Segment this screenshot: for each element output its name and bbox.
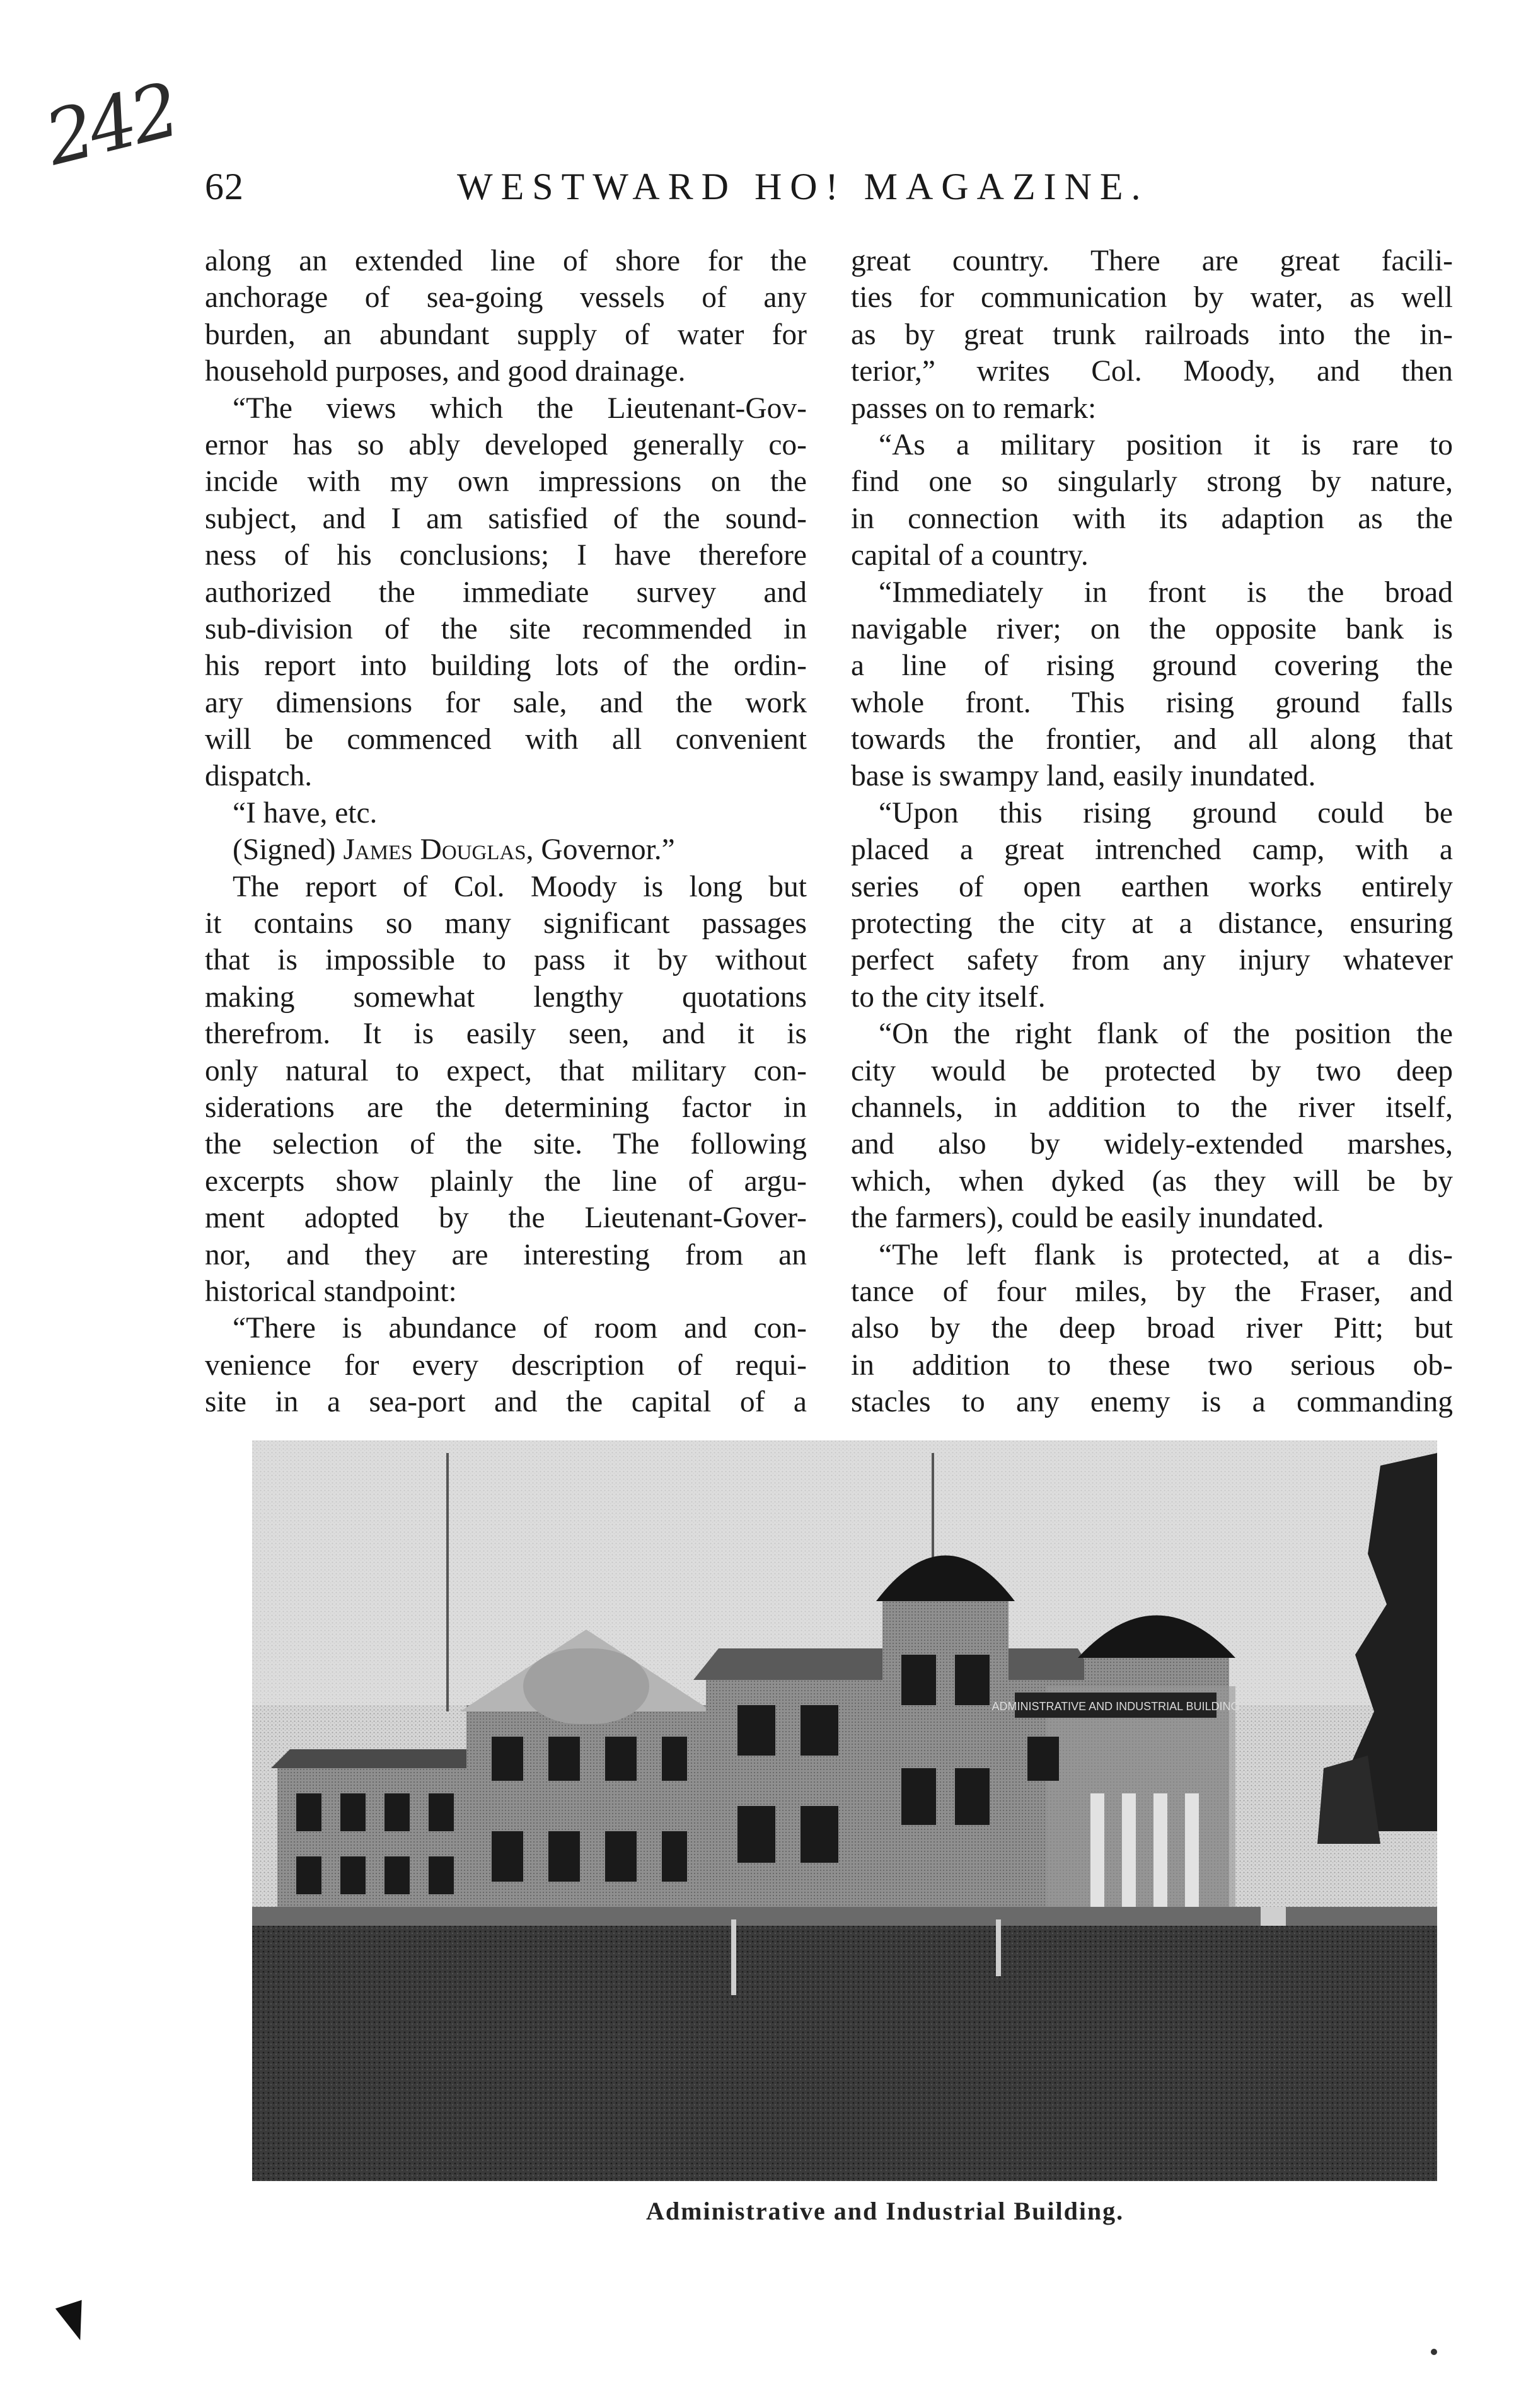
left-column-line: venience for every description of requi- (205, 1348, 807, 1382)
right-column-line: the farmers), could be easily inundated. (851, 1201, 1324, 1235)
right-column-line: towards the frontier, and all along that (851, 723, 1453, 756)
right-column-line: perfect safety from any injury whatever (851, 944, 1453, 977)
left-column-line: site in a sea-port and the capital of a (205, 1386, 807, 1419)
figure-caption: Administrative and Industrial Building. (646, 2197, 1124, 2225)
left-column-line: ment adopted by the Lieutenant-Gover- (205, 1201, 807, 1235)
right-column-line: navigable river; on the opposite bank is (851, 612, 1453, 645)
building-photograph (252, 1440, 1437, 2181)
right-column-line: passes on to remark: (851, 391, 1097, 425)
left-column-line: ness of his conclusions; I have therefore (205, 539, 807, 572)
right-column-line: and also by widely-extended marshes, (851, 1128, 1453, 1161)
left-column-line: household purposes, and good drainage. (205, 355, 686, 388)
right-column-line: “As a military position it is rare to (879, 428, 1453, 461)
right-column-line: as by great trunk railroads into the in- (851, 318, 1453, 351)
right-column-line: whole front. This rising ground falls (851, 686, 1453, 719)
right-column-line: which, when dyked (as they will be by (851, 1164, 1453, 1198)
right-column-line: base is swampy land, easily inundated. (851, 760, 1316, 793)
building-sign-text: ADMINISTRATIVE AND INDUSTRIAL BUILDING (991, 1700, 1240, 1713)
left-column-line: “The views which the Lieutenant-Gov- (233, 391, 807, 425)
left-column-line: sub-division of the site recommended in (205, 612, 807, 645)
left-column-line: authorized the immediate survey and (205, 576, 807, 609)
running-title: WESTWARD HO! MAGAZINE. (457, 166, 1149, 207)
left-column-line: nor, and they are interesting from an (205, 1238, 807, 1271)
right-column-line: in connection with its adaption as the (851, 502, 1453, 535)
right-column-line: “Immediately in front is the broad (879, 576, 1453, 609)
right-column-line: “On the right flank of the position the (879, 1017, 1453, 1051)
right-column-line: to the city itself. (851, 980, 1046, 1014)
right-column-line: a line of rising ground covering the (851, 649, 1453, 683)
left-column-line: siderations are the determining factor in (205, 1091, 807, 1124)
left-column-line: making somewhat lengthy quotations (205, 980, 807, 1014)
left-column-line: historical standpoint: (205, 1275, 457, 1308)
right-column-line: series of open earthen works entirely (851, 870, 1453, 903)
right-text-column (851, 243, 1453, 1421)
left-column-line: excerpts show plainly the line of argu- (205, 1164, 807, 1198)
right-column-line: ties for communication by water, as well (851, 281, 1453, 315)
left-column-line: will be commenced with all convenient (205, 723, 807, 756)
left-column-line: anchorage of sea-going vessels of any (205, 281, 807, 315)
right-column-line: capital of a country. (851, 539, 1089, 572)
handwritten-page-number: 242 (37, 66, 185, 183)
right-column-line: terior,” writes Col. Moody, and then (851, 355, 1453, 388)
right-column-line: stacles to any enemy is a commanding (851, 1386, 1453, 1419)
signatory-name: James Douglas (343, 833, 526, 867)
left-column-line: therefrom. It is easily seen, and it is (205, 1017, 807, 1051)
building-illustration (252, 1440, 1437, 2181)
left-column-line: dispatch. (205, 760, 313, 793)
left-column-line: subject, and I am satisfied of the sound- (205, 502, 807, 535)
scan-arrow-mark (55, 2300, 93, 2345)
left-column-line: incide with my own impressions on the (205, 465, 807, 499)
right-column-line: “The left flank is protected, at a dis- (879, 1238, 1453, 1271)
left-column-line: “I have, etc. (233, 796, 378, 830)
scan-dot-mark (1431, 2349, 1437, 2355)
page-number: 62 (205, 166, 244, 207)
page-header (205, 163, 1459, 219)
left-text-column (205, 243, 807, 1421)
right-column-line: protecting the city at a distance, ensuring (851, 907, 1453, 941)
left-column-line: The report of Col. Moody is long but (233, 870, 807, 903)
left-column-line: burden, an abundant supply of water for (205, 318, 807, 351)
right-column-line: city would be protected by two deep (851, 1054, 1453, 1087)
right-column-line: in addition to these two serious ob- (851, 1348, 1453, 1382)
left-column-line: the selection of the site. The following (205, 1128, 807, 1161)
right-column-line: “Upon this rising ground could be (879, 796, 1453, 830)
left-column-line: his report into building lots of the ordin- (205, 649, 807, 683)
left-column-line: that is impossible to pass it by without (205, 944, 807, 977)
right-column-line: great country. There are great facili- (851, 245, 1453, 277)
left-column-line: only natural to expect, that military con- (205, 1054, 807, 1087)
right-column-line: channels, in addition to the river itself, (851, 1091, 1453, 1124)
left-column-line: it contains so many significant passages (205, 907, 807, 941)
left-column-line: along an extended line of shore for the (205, 245, 807, 277)
right-column-line: find one so singularly strong by nature, (851, 465, 1453, 499)
right-column-line: tance of four miles, by the Fraser, and (851, 1275, 1453, 1308)
right-column-line: placed a great intrenched camp, with a (851, 833, 1453, 867)
left-column-line: (Signed) James Douglas, Governor.” (233, 833, 675, 867)
right-column-line: also by the deep broad river Pitt; but (851, 1312, 1453, 1345)
left-column-line: ernor has so ably developed generally co- (205, 428, 807, 461)
left-column-line: ary dimensions for sale, and the work (205, 686, 807, 719)
left-column-line: “There is abundance of room and con- (233, 1312, 807, 1345)
